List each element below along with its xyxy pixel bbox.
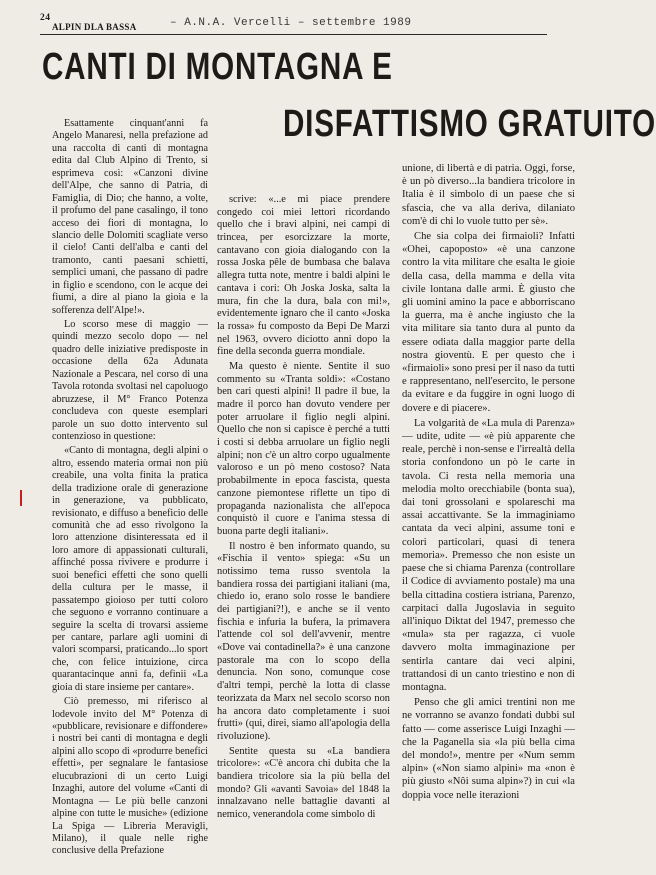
issue-info: – A.N.A. Vercelli – settembre 1989 bbox=[170, 17, 412, 29]
article-title-line1: CANTI DI MONTAGNA E bbox=[42, 46, 393, 88]
page-number: 24 bbox=[40, 13, 51, 23]
paragraph: Il nostro è ben informato quando, su «Fischia il vento» spiega: «Su un notissimo tema russo sventola la bandiera rossa dei partigiani italiani (ma, chiedo io, erano solo rosse le bandiere dei partigiani?!), e anche se il vento fischia e infuria la bufera, la primavera l'attende col sol dell'avvenir, mentre «Dove vai contadinella?» è una canzone pastorale ma con lo scopo della denuncia. Non sono, comunque cose d'altri tempi, perchè la lotta di classe teorizzata da Marx nel secolo scorso non ha ancora dato completamente i suoi frutti» (qui, direi, siamo all'apologia della rivoluzione). bbox=[217, 540, 390, 742]
paragraph: unione, di libertà e di patria. Oggi, forse, è un pò diverso...la bandiera tricolore in Italia è il simbolo di un paese che si sfascia, che va alla deriva, dilaniato com'è di chi lo vuole tutto per sè». bbox=[402, 163, 575, 227]
paragraph: Sentite questa su «La bandiera tricolore»: «C'è ancora chi dubita che la bandiera tricolore sia la più bella del mondo? Gli «avanti Savoia» del 1848 la innalzavano nelle battaglie davanti al nemico, venerandola come simbolo di bbox=[217, 745, 390, 820]
paragraph: La volgarità de «La mula di Parenza» — udite, udite — «è più apparente che reale, perchè i non-sense e l'irrealtà della storia confondono un pò le carte in tavola. Ci resta nella memoria una melodia molto orecchiabile (bonta sua), dai toni grossolani e spolareschi ma assai accattivante. Se la immaginiamo cantata da veci alpini, assume toni e colori particolari, quasi di tenera memoria». Premesso che non esiste un paese che si chiama Parenza (controllare il Codice di avviamento postale) ma una bella cittadina costiera istriana, Parenzo, carpitaci dalla Jugoslavia in seguito all'iniquo Diktat del 1947, premesso che «mula» sta per ragazza, ci vuole davvero molta immaginazione per sentirla cantare dai veci alpini, trattandosi di un canto triestino e non di montagna. bbox=[402, 417, 575, 693]
paragraph: Ciò premesso, mi riferisco al lodevole invito del M° Potenza di «pubblicare, revisionare e diffondere» i nostri bei canti di montagna e degli alpini allo scopo di «produrre benefici effetti», per segnalare le fantasiose elucubrazioni di un certo Luigi Inzaghi, autore del volume «Canti di Montagna — Le più belle canzoni alpine con tutte le musiche» (edizione La Spiga — Libreria Meravigli, Milano), il quale nelle righe conclusive della Prefazione bbox=[52, 696, 208, 857]
journal-name: ALPIN DLA BASSA bbox=[52, 22, 137, 32]
text-column-2 bbox=[217, 194, 390, 822]
margin-mark bbox=[20, 490, 22, 506]
paragraph: Esattamente cinquant'anni fa Angelo Manaresi, nella prefazione ad una raccolta di canti di montagna edita dal Club Alpino di Trento, si esprimeva così: «Canzoni divine dell'Alpe, che sanno di Patria, di Famiglia, di Dio; che hanno, a volte, il profumo del pane casalingo, il tono acceso dei fiori di montagna, lo slancio delle Dolomiti scagliate verso il cielo! Canti dell'alba e canti del tramonto, canti paesani schietti, semplici umani, che passano di padre in figlio e scendono, con le acque dei fiumi, a dire al piano la gioia e la sofferenza dell'Alpe!». bbox=[52, 118, 208, 316]
text-column-3 bbox=[402, 162, 575, 802]
paragraph: Che sia colpa dei firmaioli? Infatti «Ohei, capoposto» «è una canzone contro la vita militare che esalta le gioie della casa, della mamma e della vita civile lontana dalle armi. È giusto che gli uomini amino la pace e abborriscano la guerra, ma è anche ingiusto che la vita militare sia tanto dura al punto da essere odiata dalla maggior parte della nostra gioventù. E per questo che i «firmaioli» sono presi per il naso da tutti e rappresentano, nell'esercito, le persone da evitare e da fuggire in ogni luogo di dovere e di piacere». bbox=[402, 231, 575, 414]
paragraph: Penso che gli amici trentini non me ne vorranno se avanzo fondati dubbi sul fatto — come asserisce Luigi Inzaghi — che la Paganella sia «la più bella cima del mondo!», mentre per «Num semm alpin» («Non siamo alpini» ma «non è più giusto «Nôi suma alpin»?) in cui «la doppia voce nelle iterazioni bbox=[402, 697, 575, 801]
paragraph: Lo scorso mese di maggio — quindi mezzo secolo dopo — nel quadro delle iniziative predisposte in occasione della 62a Adunata Nazionale a Pescara, nel corso di una Tavola rotonda svoltasi nel capoluogo abruzzese, il M° Franco Potenza concludeva con queste esemplari parole un suo dotto intervento sul contenzioso in questione: bbox=[52, 319, 208, 442]
article-title-line2: DISFATTISMO GRATUITO bbox=[283, 103, 656, 145]
page-header bbox=[40, 13, 547, 31]
paragraph: scrive: «...e mi piace prendere congedo coi miei lettori ricordando quello che i bravi alpini, nei campi di trincea, per esorcizzare la morte, cantavano con gioia dialogando con la rossa Joska pêle de bumbasa che balava allegra tutta note, mentre i baldi alpini le cantava i cori: Oh Joska Joska, salta la mura, fin che la dura, bala con mi!», evidentemente ignaro che il canto «Joska la rossa» fu composto da Bepi De Marzi nel 1963, ovvero diciotto anni dopo la fine della seconda guerra mondiale. bbox=[217, 194, 390, 358]
text-column-1 bbox=[52, 118, 208, 858]
header-rule bbox=[40, 34, 547, 35]
paragraph: «Canto di montagna, degli alpini o altro, essendo materia ormai non più creabile, una volta finita la pratica della tradizione orale di generazione in generazione, va pubblicato, revisionato, e diffuso a beneficio delle comunità che ad esso rivolgono la loro attenzione disinteressata ed il loro amore di appassionati culturali, affinché possa rivivere e produrre i suoi benefici effetti che sono quelli della cultura per le masse, il passatempo gioioso per tutti coloro che seguono e vorranno continuare a seguire la scelta di trovarsi assieme per cantare, parlare agli uomini di valori scomparsi, praticando...lo sport che, con felice intuizione, circa quarantacinque anni fa, definii «La gioia di stare insieme per cantare». bbox=[52, 445, 208, 693]
paragraph: Ma questo è niente. Sentite il suo commento su «Tranta soldi»: «Costano ben cari questi alpini! Il padre il bue, la madre il porco han dovuto vendere per poter arruolare il figlio negli alpini. Quello che non si capisce è perché a tutti i costi si debba arruolare un figlio negli alpini; non c'è un altro corpo ugualmente valoroso e un pò meno costoso? Nata probabilmente in epoca fascista, questa canzone piemontese riflette un tipo di propaganda nazionalista che all'epoca conquistò il cuore e l'anima stessa di buona parte degli italiani». bbox=[217, 360, 390, 537]
